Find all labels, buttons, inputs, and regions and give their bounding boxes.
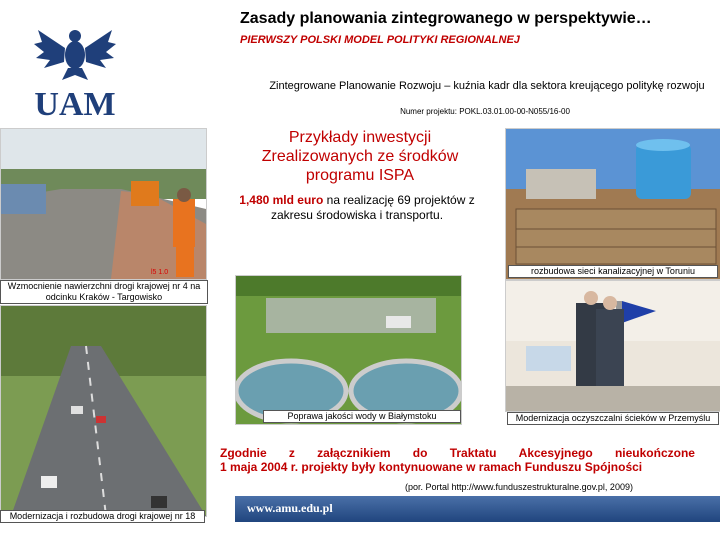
footer-bar [235,496,720,522]
note-word: załącznikiem [317,446,391,460]
page-subtitle: PIERWSZY POLSKI MODEL POLITYKI REGIONALNEJ [240,34,520,46]
continuation-note-line1 [220,446,695,460]
caption-bialystok: Poprawa jakości wody w Białymstoku [263,410,461,423]
continuation-note [220,446,695,474]
footer-url[interactable]: www.amu.edu.pl [247,501,333,515]
caption-road-4: Wzmocnienie nawierzchni drogi krajowej nr 4 na odcinku Kraków - Targowisko [0,280,208,304]
page-title: Zasady planowania zintegrowanego w perspektywie… [240,10,652,27]
continuation-note-line2: 1 maja 2004 r. projekty były kontynuowane w ramach Funduszu Spójności [220,460,643,474]
photo-stamp: l5 1.0 [151,269,169,276]
photo-road-works [0,128,207,280]
caption-road-18: Modernizacja i rozbudowa drogi krajowej nr 18 [0,510,205,523]
source-citation: (por. Portal http://www.funduszestrukturalne.gov.pl, 2009) [405,482,633,492]
photo-highway [0,305,207,517]
caption-torun: rozbudowa sieci kanalizacyjnej w Toruniu [508,265,718,278]
photo-bialystok [235,275,462,425]
photo-przemysl [505,280,720,412]
funding-statement [222,193,492,223]
funding-amount: 1,480 mld euro [239,193,324,207]
funding-description: na realizację 69 projektów z zakresu środowiska i transportu. [270,193,475,222]
photo-torun [505,128,720,280]
note-word: do [412,446,428,460]
note-word: Traktatu [449,446,497,460]
project-name: Zintegrowane Planowanie Rozwoju – kuźnia kadr dla sektora kreującego politykę rozwoju [269,80,705,92]
note-word: nieukończone [614,446,695,460]
note-word: z [288,446,295,460]
caption-przemysl: Modernizacja oczyszczalni ścieków w Przemyślu [507,412,719,425]
note-word: Akcesyjnego [518,446,593,460]
note-word: Zgodnie [220,446,267,460]
eagle-emblem-icon [30,20,120,120]
section-heading: Przykłady inwestycji Zrealizowanych ze środków programu ISPA [261,129,459,184]
uam-logo [30,20,120,120]
logo-text: UAM [34,86,116,120]
project-number: Numer projektu: POKL.03.01.00-00-N055/16-00 [400,107,570,116]
